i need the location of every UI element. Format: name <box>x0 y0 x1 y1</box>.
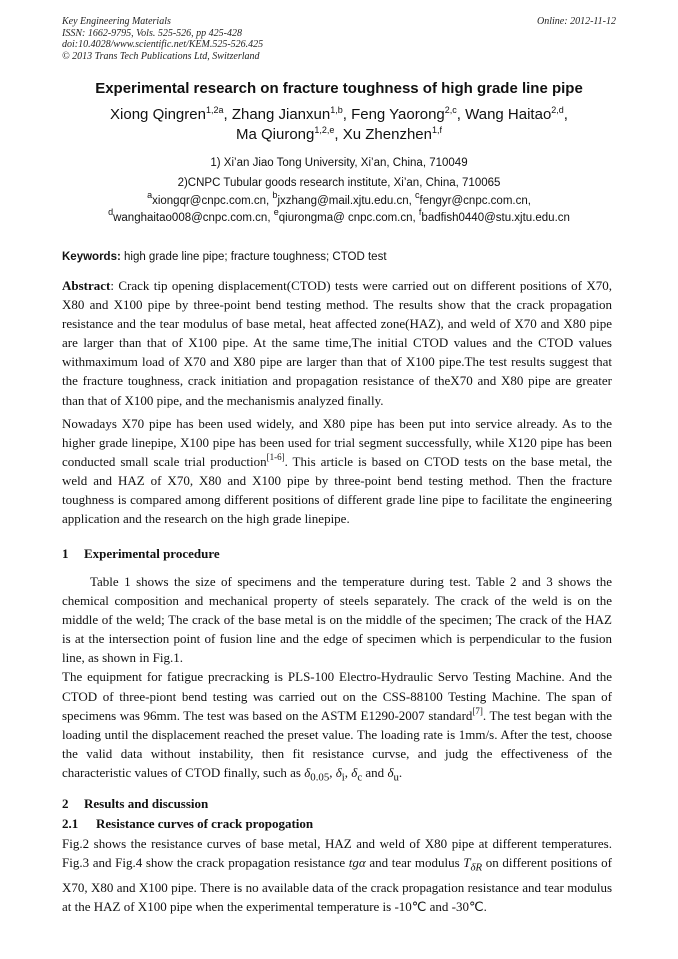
email-list: $^a$xiongqr@cnpc.com.cn, $^b$jxzhang@mail.xjtu.edu.cn, $^c$fengyr@cnpc.com.cn, $^d$wanghaitao008@cnpc.com.cn, $^e$qiurongma@ cnpc.com.cn, $^f$badfish0440@stu.xjtu.edu.cn <box>108 190 570 224</box>
email-address: jxzhang@mail.xjtu.edu.cn, <box>277 195 416 207</box>
section-1-body <box>62 572 612 788</box>
paragraph: The equipment for fatigue precracking is PLS-100 Electro-Hydraulic Servo Testing Machine. And the CTOD of three-piont bend testing was carried out on the CSS-88100 Testing Machine. The span of specimens was 96mm. The test was based on the ASTM E1290-2007 standard[7]. The test began with the loading until the displacement reached the preset value. The loading rate is 1mm/s. After the test, choose the valid data without instability, then fit resistance curvse, and judg the effectiveness of the characteristic values of CTOD finally, such as $\delta_{0.05}$, $\delta_i$, $\delta_c$ and $\delta_u$. <box>62 669 613 784</box>
section-heading: 1 Experimental procedure <box>62 546 220 561</box>
section-heading: 2 Results and discussion <box>62 796 209 811</box>
email-address: badfish0440@stu.xjtu.edu.cn <box>421 212 570 224</box>
author-sup: 2,c <box>444 105 457 115</box>
citation: [7] <box>472 705 483 716</box>
paragraph: Table 1 shows the size of specimens and the temperature during test. Table 2 and 3 shows the chemical composition and mechanical property of steels separately. The crack of the weld is on the middle of the weld; The crack of the base metal is on the middle of the specimen; The crack of the HAZ is at the intersection point of fusion line and the edge of specimen which is perpendicular to the fusion line, as shown in Fig.1. <box>62 574 612 666</box>
author-name: Xiong Qingren <box>110 106 206 123</box>
email-address: fengyr@cnpc.com.cn, <box>419 195 531 207</box>
section-2-1-body <box>62 834 612 916</box>
abstract-label: Abstract <box>62 278 111 293</box>
keywords <box>62 249 616 265</box>
author-sup: 1,b <box>330 105 343 115</box>
author-sup: 1,f <box>431 125 442 135</box>
issn-line: ISSN: 1662-9795, Vols. 525-526, pp 425-428 <box>62 27 242 39</box>
copyright-line: © 2013 Trans Tech Publications Ltd, Switzerland <box>62 50 260 62</box>
affiliation-2: 2)CNPC Tubular goods research institute, Xi’an, China, 710065 <box>177 177 501 189</box>
author-sup: 2,d <box>551 105 564 115</box>
paragraph: Fig.2 shows the resistance curves of base metal, HAZ and weld of X80 pipe at different temperatures. Fig.3 and Fig.4 show the crack propagation resistance tgα and tear modulus $T_{\delta R}$ on different positions of X70, X80 and X100 pipe. There is no available data of the crack propagation resistance and tear modulus at the HAZ of X100 pipe when the experimental temperature is -10℃ and -30℃. <box>62 836 612 914</box>
journal-info <box>62 16 616 62</box>
affiliation-1: 1) Xi’an Jiao Tong University, Xi’an, China, 710049 <box>210 157 468 169</box>
email-address: qiurongma@ cnpc.com.cn, <box>278 212 419 224</box>
author-name: Wang Haitao <box>465 106 552 123</box>
author-name: Ma Qiurong <box>236 126 315 143</box>
doi-line: doi:10.4028/www.scientific.net/KEM.525-526.425 <box>62 39 264 50</box>
author-name: Xu Zhenzhen <box>342 126 432 143</box>
journal-name: Key Engineering Materials <box>62 16 171 27</box>
keywords-text: high grade line pipe; fracture toughness; CTOD test <box>120 251 387 263</box>
subsection-heading: 2.1 Resistance curves of crack propogation <box>62 816 314 831</box>
author-sup: 1,2,e <box>314 125 335 135</box>
online-date: Online: 2012-11-12 <box>537 16 616 27</box>
keywords-label: Keywords: <box>62 251 121 263</box>
author-name: Zhang Jianxun <box>231 106 331 123</box>
citation: [1-6] <box>266 452 285 463</box>
paper-title: Experimental research on fracture toughness of high grade line pipe <box>95 80 583 97</box>
abstract-text: : Crack tip opening displacement(CTOD) tests were carried out on different positions of X70, X80 and X100 pipe by three-point bend testing method. The results show that the crack propagation resistance and the tear modulus of base metal, heat affected zone(HAZ), and weld of X70 and X80 pipe are larger than that of X100 pipe. At the same time,The initial CTOD values and the CTOD values withmaximum load of X70 and X80 pipe are larger than that of X100 pipe.The test results suggest that the fracture toughness, crack initiation and propagation resistance of theX70 and X80 pipe are greater than that of X100 pipe, and the mechanismis analyzed finally. <box>62 278 612 408</box>
journal-header <box>62 16 616 62</box>
introduction: Nowadays X70 pipe has been used widely, and X80 pipe has been put into service already. As to the higher grade linepipe, X100 pipe has been used for trial segment successfully, while X120 pipe has been conducted small scale trial production[1-6]. This article is based on CTOD tests on the base metal, the weld and HAZ of X70, X80 and X100 pipe by three-point bend testing method. Then the fracture toughness is compared among different positions of different grade line pipe to facilitate the engineering application and the research on the high grade linepipe. <box>62 416 613 527</box>
author-sup: 1,2a <box>205 105 224 115</box>
author-name: Feng Yaorong <box>351 106 445 123</box>
email-address: xiongqr@cnpc.com.cn, <box>152 195 273 207</box>
email-address: wanghaitao008@cnpc.com.cn, <box>113 212 274 224</box>
abstract <box>62 276 612 410</box>
author-list: Xiong Qingren$^{1,2a}$, Zhang Jianxun$^{1,b}$, Feng Yaorong$^{2,c}$, Wang Haitao$^{2,d}$, Ma Qiurong$^{1,2,e}$, Xu Zhenzhen$^{1,f}$ <box>110 105 568 143</box>
